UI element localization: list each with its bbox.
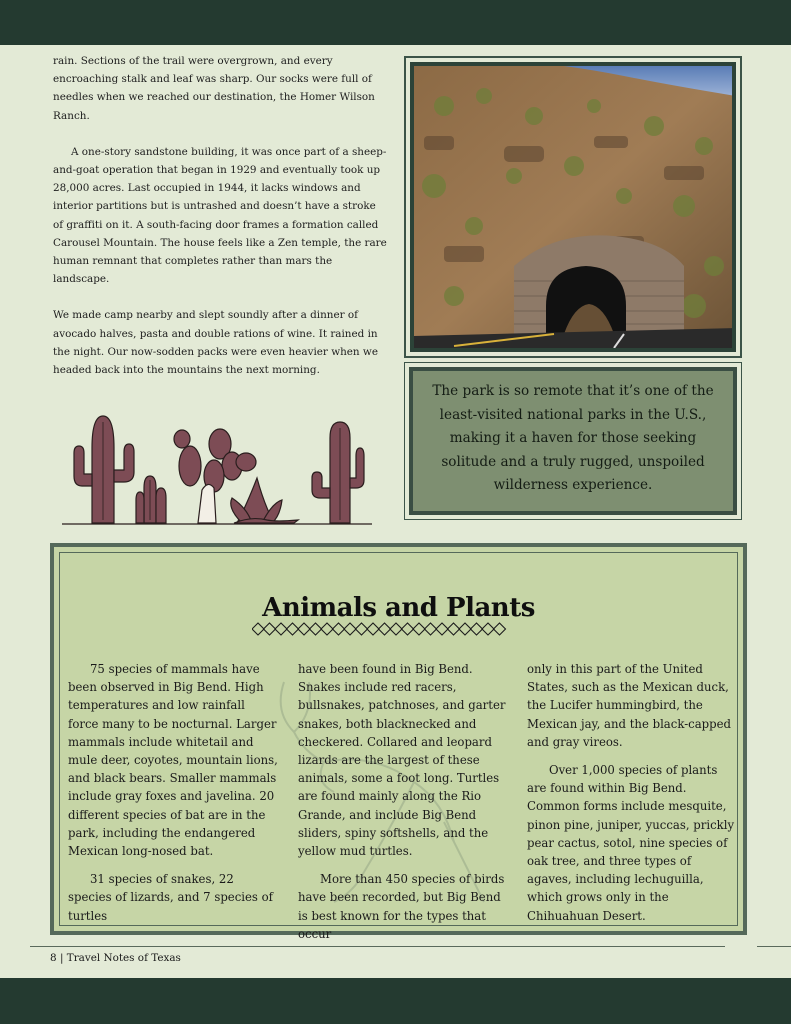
intro-paragraph: We made camp nearby and slept soundly after a dinner of avocado halves, pasta and double rations of wine. It rained in the night. Our now-sodden packs were even heavier when we headed back into the mountains the next morning.	[53, 309, 378, 377]
animals-plants-panel	[50, 543, 747, 941]
text-column-2	[298, 660, 508, 953]
tunnel-photo	[410, 62, 736, 352]
column-paragraph: More than 450 species of birds have been recorded, but Big Bend is best known for the types that occur	[298, 872, 505, 941]
divider-diamond	[264, 623, 276, 635]
footer-separator: |	[59, 952, 64, 964]
divider-diamond	[367, 623, 379, 635]
divider-diamond	[298, 623, 310, 635]
bottom-band	[0, 978, 791, 1024]
divider-diamond	[425, 623, 437, 635]
column-paragraph: 31 species of snakes, 22 species of lizards, and 7 species of turtles	[68, 872, 273, 923]
divider-diamond	[333, 623, 345, 635]
divider-diamond	[390, 623, 402, 635]
column-paragraph: only in this part of the United States, such as the Mexican duck, the Lucifer hummingbird, the Mexican jay, and the black-capped and gray vireos.	[527, 662, 732, 749]
divider-diamond	[402, 623, 414, 635]
text-column-1	[68, 660, 278, 935]
divider-diamond	[436, 623, 448, 635]
publication-name: Travel Notes of Texas	[66, 952, 181, 964]
divider-diamond	[459, 623, 471, 635]
divider-diamond	[471, 623, 483, 635]
divider-diamond	[356, 623, 368, 635]
intro-paragraph: rain. Sections of the trail were overgrown, and every encroaching stalk and leaf was sharp. Our socks were full of needles when we reached our destination, the Homer Wilson Ranch.	[53, 55, 375, 122]
page-number: 8	[50, 952, 57, 964]
footer-rule	[757, 946, 791, 947]
top-band	[0, 0, 791, 45]
divider-diamond	[287, 623, 299, 635]
divider-diamond	[275, 623, 287, 635]
section-title: Animals and Plants	[262, 593, 535, 623]
divider-diamond	[413, 623, 425, 635]
pull-quote: The park is so remote that it’s one of the least-visited national parks in the U.S., making it a haven for those seeking solitude and a truly rugged, unspoiled wilderness experience.	[409, 367, 737, 515]
diamond-divider	[252, 620, 516, 638]
photo-frame	[404, 56, 742, 358]
divider-diamond	[310, 623, 322, 635]
divider-diamond	[321, 623, 333, 635]
cactus-illustration	[62, 408, 372, 528]
divider-diamond	[344, 623, 356, 635]
column-paragraph: 75 species of mammals have been observed in Big Bend. High temperatures and low rainfall force many to be nocturnal. Larger mammals include whitetail and mule deer, coyotes, mountain lions, and black bears. Smaller mammals include gray foxes and javelina. 20 different species of bat are in the park, including the endangered Mexican long-nosed bat.	[68, 662, 278, 859]
divider-diamond	[494, 623, 506, 635]
divider-diamond	[379, 623, 391, 635]
divider-diamond	[252, 623, 264, 635]
quote-frame	[404, 362, 742, 520]
divider-diamond	[482, 623, 494, 635]
divider-diamond	[448, 623, 460, 635]
column-paragraph: have been found in Big Bend. Snakes include red racers, bullsnakes, patchnoses, and garter snakes, both blacknecked and checkered. Collared and leopard lizards are the largest of these animals, some a foot long. Turtles are found mainly along the Rio Grande, and include Big Bend sliders, spiny softshells, and the yellow mud turtles.	[298, 662, 506, 859]
column-paragraph: Over 1,000 species of plants are found within Big Bend. Common forms include mesquite, pinon pine, juniper, yuccas, prickly pear cactus, sotol, nine species of oak tree, and three types of agaves, including lechuguilla, which grows only in the Chihuahuan Desert.	[527, 763, 735, 923]
text-column-3	[527, 660, 737, 935]
intro-text	[53, 52, 388, 397]
footer-rule	[30, 946, 725, 947]
page-footer	[50, 952, 181, 964]
intro-paragraph: A one-story sandstone building, it was once part of a sheep-and-goat operation that began in 1929 and eventually took up 28,000 acres. Last occupied in 1944, it lacks windows and interior partitions but is untrashed and doesn’t have a stroke of graffiti on it. A south-facing door frames a formation called Carousel Mountain. The house feels like a Zen temple, the rare human remnant that completes rather than mars the landscape.	[53, 145, 387, 286]
